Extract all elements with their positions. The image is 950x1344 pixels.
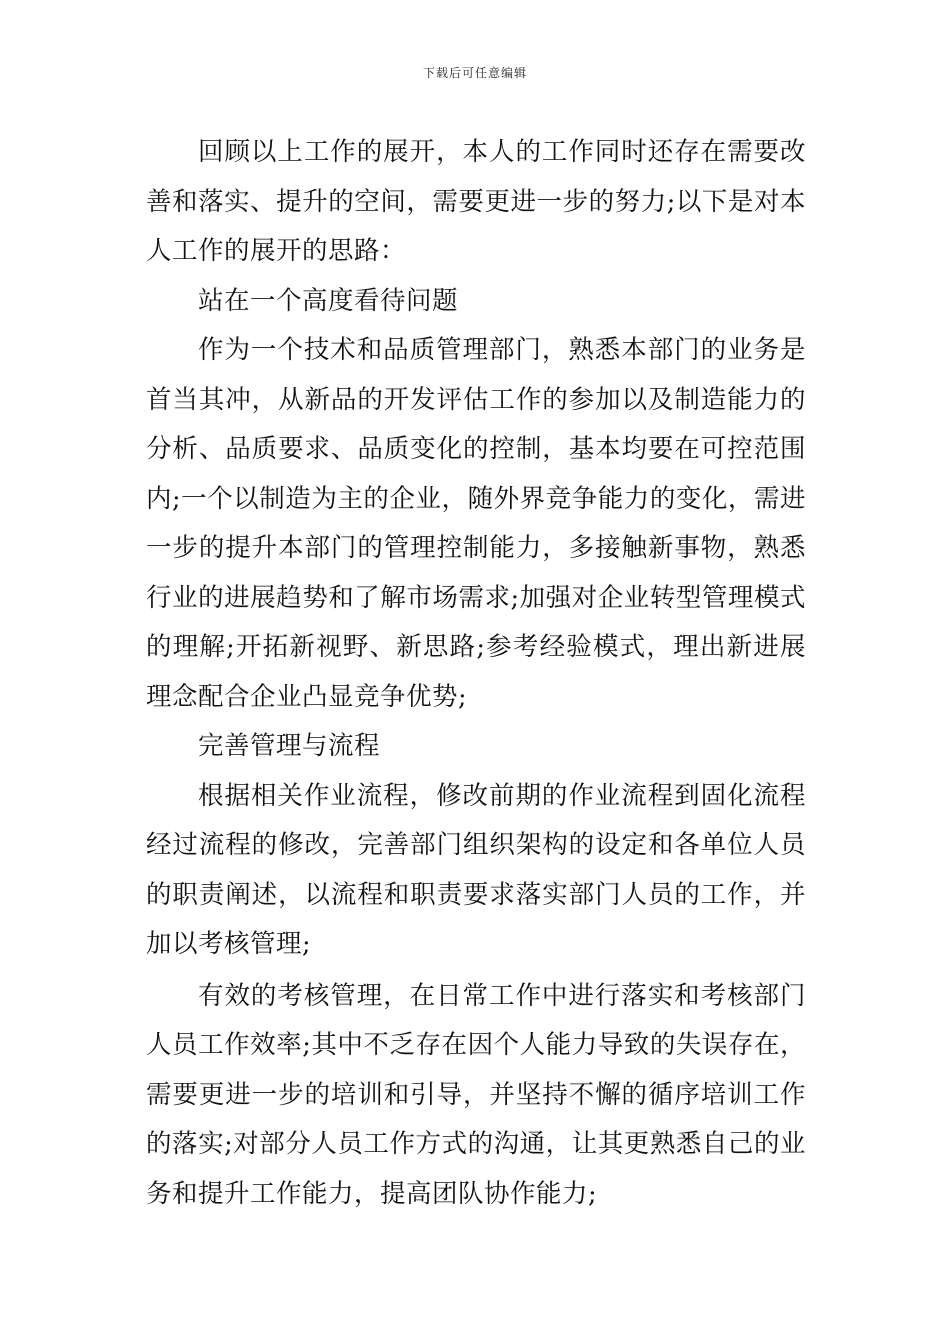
section-heading-perspective: 站在一个高度看待问题 bbox=[198, 285, 459, 316]
section-heading-process: 完善管理与流程 bbox=[198, 731, 381, 761]
paragraph-process-improvement: 根据相关作业流程，修改前期的作业流程到固化流程经过流程的修改，完善部门组织架构的设定和各单位人员的职责阐述，以流程和职责要求落实部门人员的工作，并加以考核管理; bbox=[146, 780, 806, 959]
page-header: 下载后可任意编辑 bbox=[422, 66, 527, 80]
paragraph-assessment: 有效的考核管理，在日常工作中进行落实和考核部门人员工作效率;其中不乏存在因个人能力导致的失误存在，需要更进一步的培训和引导，并坚持不懈的循序培训工作的落实;对部分人员工作方式的沟通，让其更熟悉自己的业务和提升工作能力，提高团队协作能力; bbox=[146, 980, 806, 1209]
paragraph-department-role: 作为一个技术和品质管理部门，熟悉本部门的业务是首当其冲，从新品的开发评估工作的参加以及制造能力的分析、品质要求、品质变化的控制，基本均要在可控范围内;一个以制造为主的企业，随外界竞争能力的变化，需进一步的提升本部门的管理控制能力，多接触新事物，熟悉行业的进展趋势和了解市场需求;加强对企业转型管理模式的理解;开拓新视野、新思路;参考经验模式，理出新进展理念配合企业凸显竞争优势; bbox=[146, 335, 806, 712]
document-body bbox=[146, 128, 806, 1219]
paragraph-work-reflection: 回顾以上工作的展开，本人的工作同时还存在需要改善和落实、提升的空间，需要更进一步的努力;以下是对本人工作的展开的思路： bbox=[146, 137, 806, 266]
